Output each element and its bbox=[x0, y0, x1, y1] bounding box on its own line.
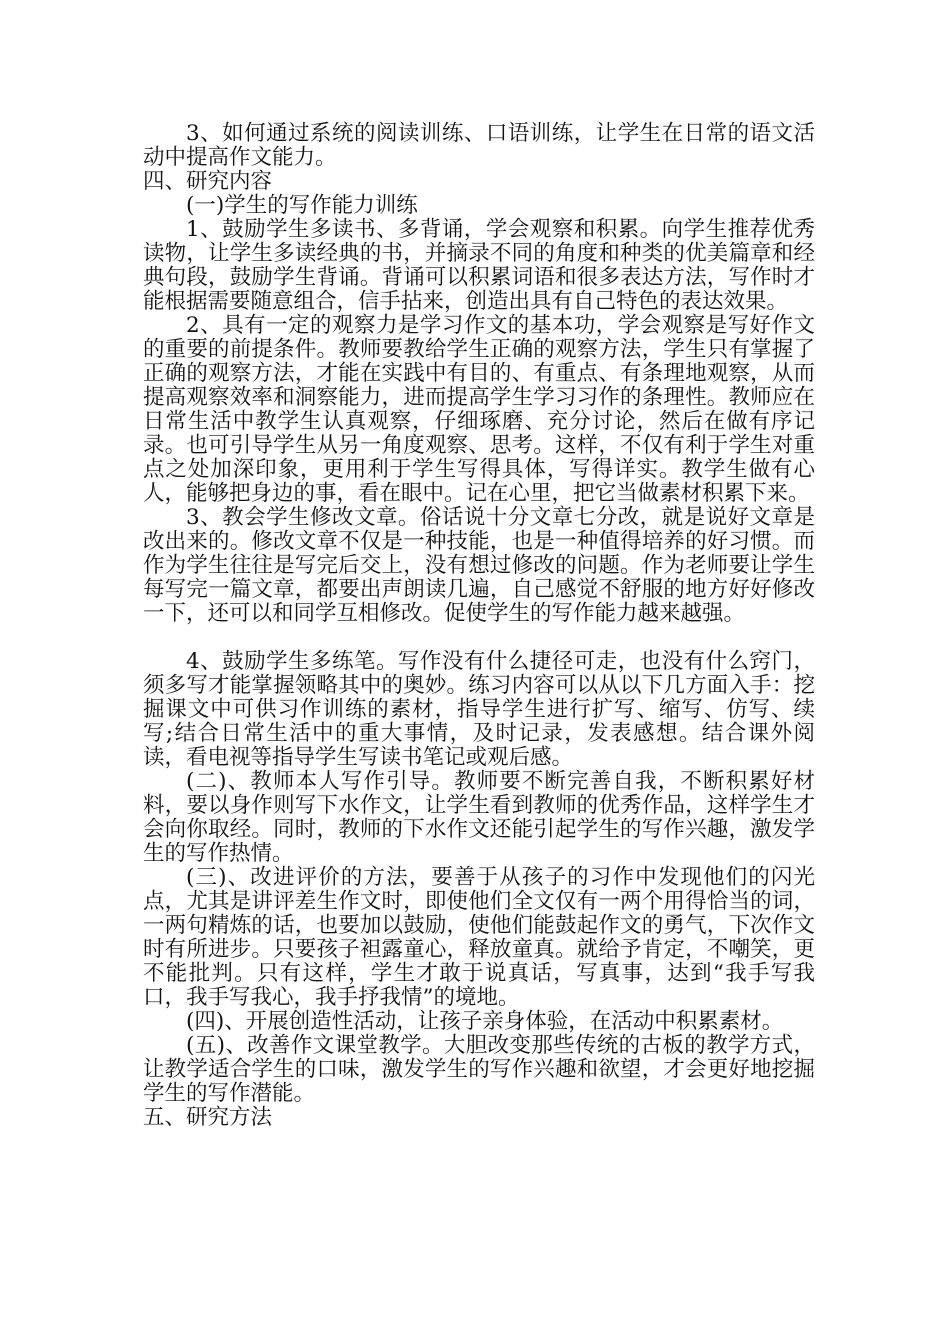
document-page bbox=[143, 122, 815, 1130]
paragraph-teacher-guidance: (二)、教师本人写作引导。教师要不断完善自我，不断积累好材料，要以身作则写下水作文，让学生看到教师的优秀作品，这样学生才会向你取经。同时，教师的下水作文还能引起学生的写作兴趣，激发学生的写作热情。 bbox=[143, 769, 815, 866]
paragraph-revision: 3、教会学生修改文章。俗话说十分文章七分改，就是说好文章是改出来的。修改文章不仅是一种技能，也是一种值得培养的好习惯。而作为学生往往是写完后交上，没有想过修改的问题。作为老师要让学生每写完一篇文章，都要出声朗读几遍，自己感觉不舒服的地方好好修改一下，还可以和同学互相修改。促使学生的写作能力越来越强。 bbox=[143, 505, 815, 626]
paragraph-practice: 4、鼓励学生多练笔。写作没有什么捷径可走，也没有什么窍门，须多写才能掌握领略其中的奥妙。练习内容可以从以下几方面入手：挖掘课文中可供习作训练的素材，指导学生进行扩写、缩写、仿写、续写;结合日常生活中的重大事情，及时记录，发表感想。结合课外阅读，看电视等指导学生写读书笔记或观后感。 bbox=[143, 649, 815, 770]
section-heading-research-methods: 五、研究方法 bbox=[143, 1105, 273, 1130]
paragraph-evaluation: (三)、改进评价的方法，要善于从孩子的习作中发现他们的闪光点，尤其是讲评差生作文时，即使他们全文仅有一两个用得恰当的词，一两句精炼的话，也要加以鼓励，使他们能鼓起作文的勇气，下次作文时有所进步。只要孩子袒露童心，释放童真。就给予肯定，不嘲笑，更不能批判。只有这样，学生才敢于说真话，写真事，达到“我手写我口，我手写我心，我手抒我情”的境地。 bbox=[143, 865, 815, 1010]
paragraph-creative-activities: (四)、开展创造性活动，让孩子亲身体验，在活动中积累素材。 bbox=[186, 1009, 784, 1034]
paragraph-observation: 2、具有一定的观察力是学习作文的基本功，学会观察是写好作文的重要的前提条件。教师要教给学生正确的观察方法，学生只有掌握了正确的观察方法，才能在实践中有目的、有重点、有条理地观察，从而提高观察效率和洞察能力，进而提高学生学习习作的条理性。教师应在日常生活中教学生认真观察，仔细琢磨、充分讨论，然后在做有序记录。也可引导学生从另一角度观察、思考。这样，不仅有利于学生对重点之处加深印象，更用利于学生写得具体，写得详实。教学生做有心人，能够把身边的事，看在眼中。记在心里，把它当做素材积累下来。 bbox=[143, 313, 815, 506]
blank-line bbox=[143, 626, 815, 650]
paragraph-classroom-teaching: (五)、改善作文课堂教学。大胆改变那些传统的古板的教学方式，让教学适合学生的口味，激发学生的写作兴趣和欲望，才会更好地挖掘学生的写作潜能。 bbox=[143, 1033, 815, 1106]
subsection-heading-writing-training: (一)学生的写作能力训练 bbox=[186, 193, 418, 218]
paragraph-research-question-3: 3、如何通过系统的阅读训练、口语训练，让学生在日常的语文活动中提高作文能力。 bbox=[143, 121, 815, 170]
section-heading-research-content: 四、研究内容 bbox=[143, 169, 273, 194]
paragraph-reading-recitation: 1、鼓励学生多读书、多背诵，学会观察和积累。向学生推荐优秀读物，让学生多读经典的书，并摘录不同的角度和种类的优美篇章和经典句段，鼓励学生背诵。背诵可以积累词语和很多表达方法，写作时才能根据需要随意组合，信手拈来，创造出具有自己特色的表达效果。 bbox=[143, 217, 815, 314]
